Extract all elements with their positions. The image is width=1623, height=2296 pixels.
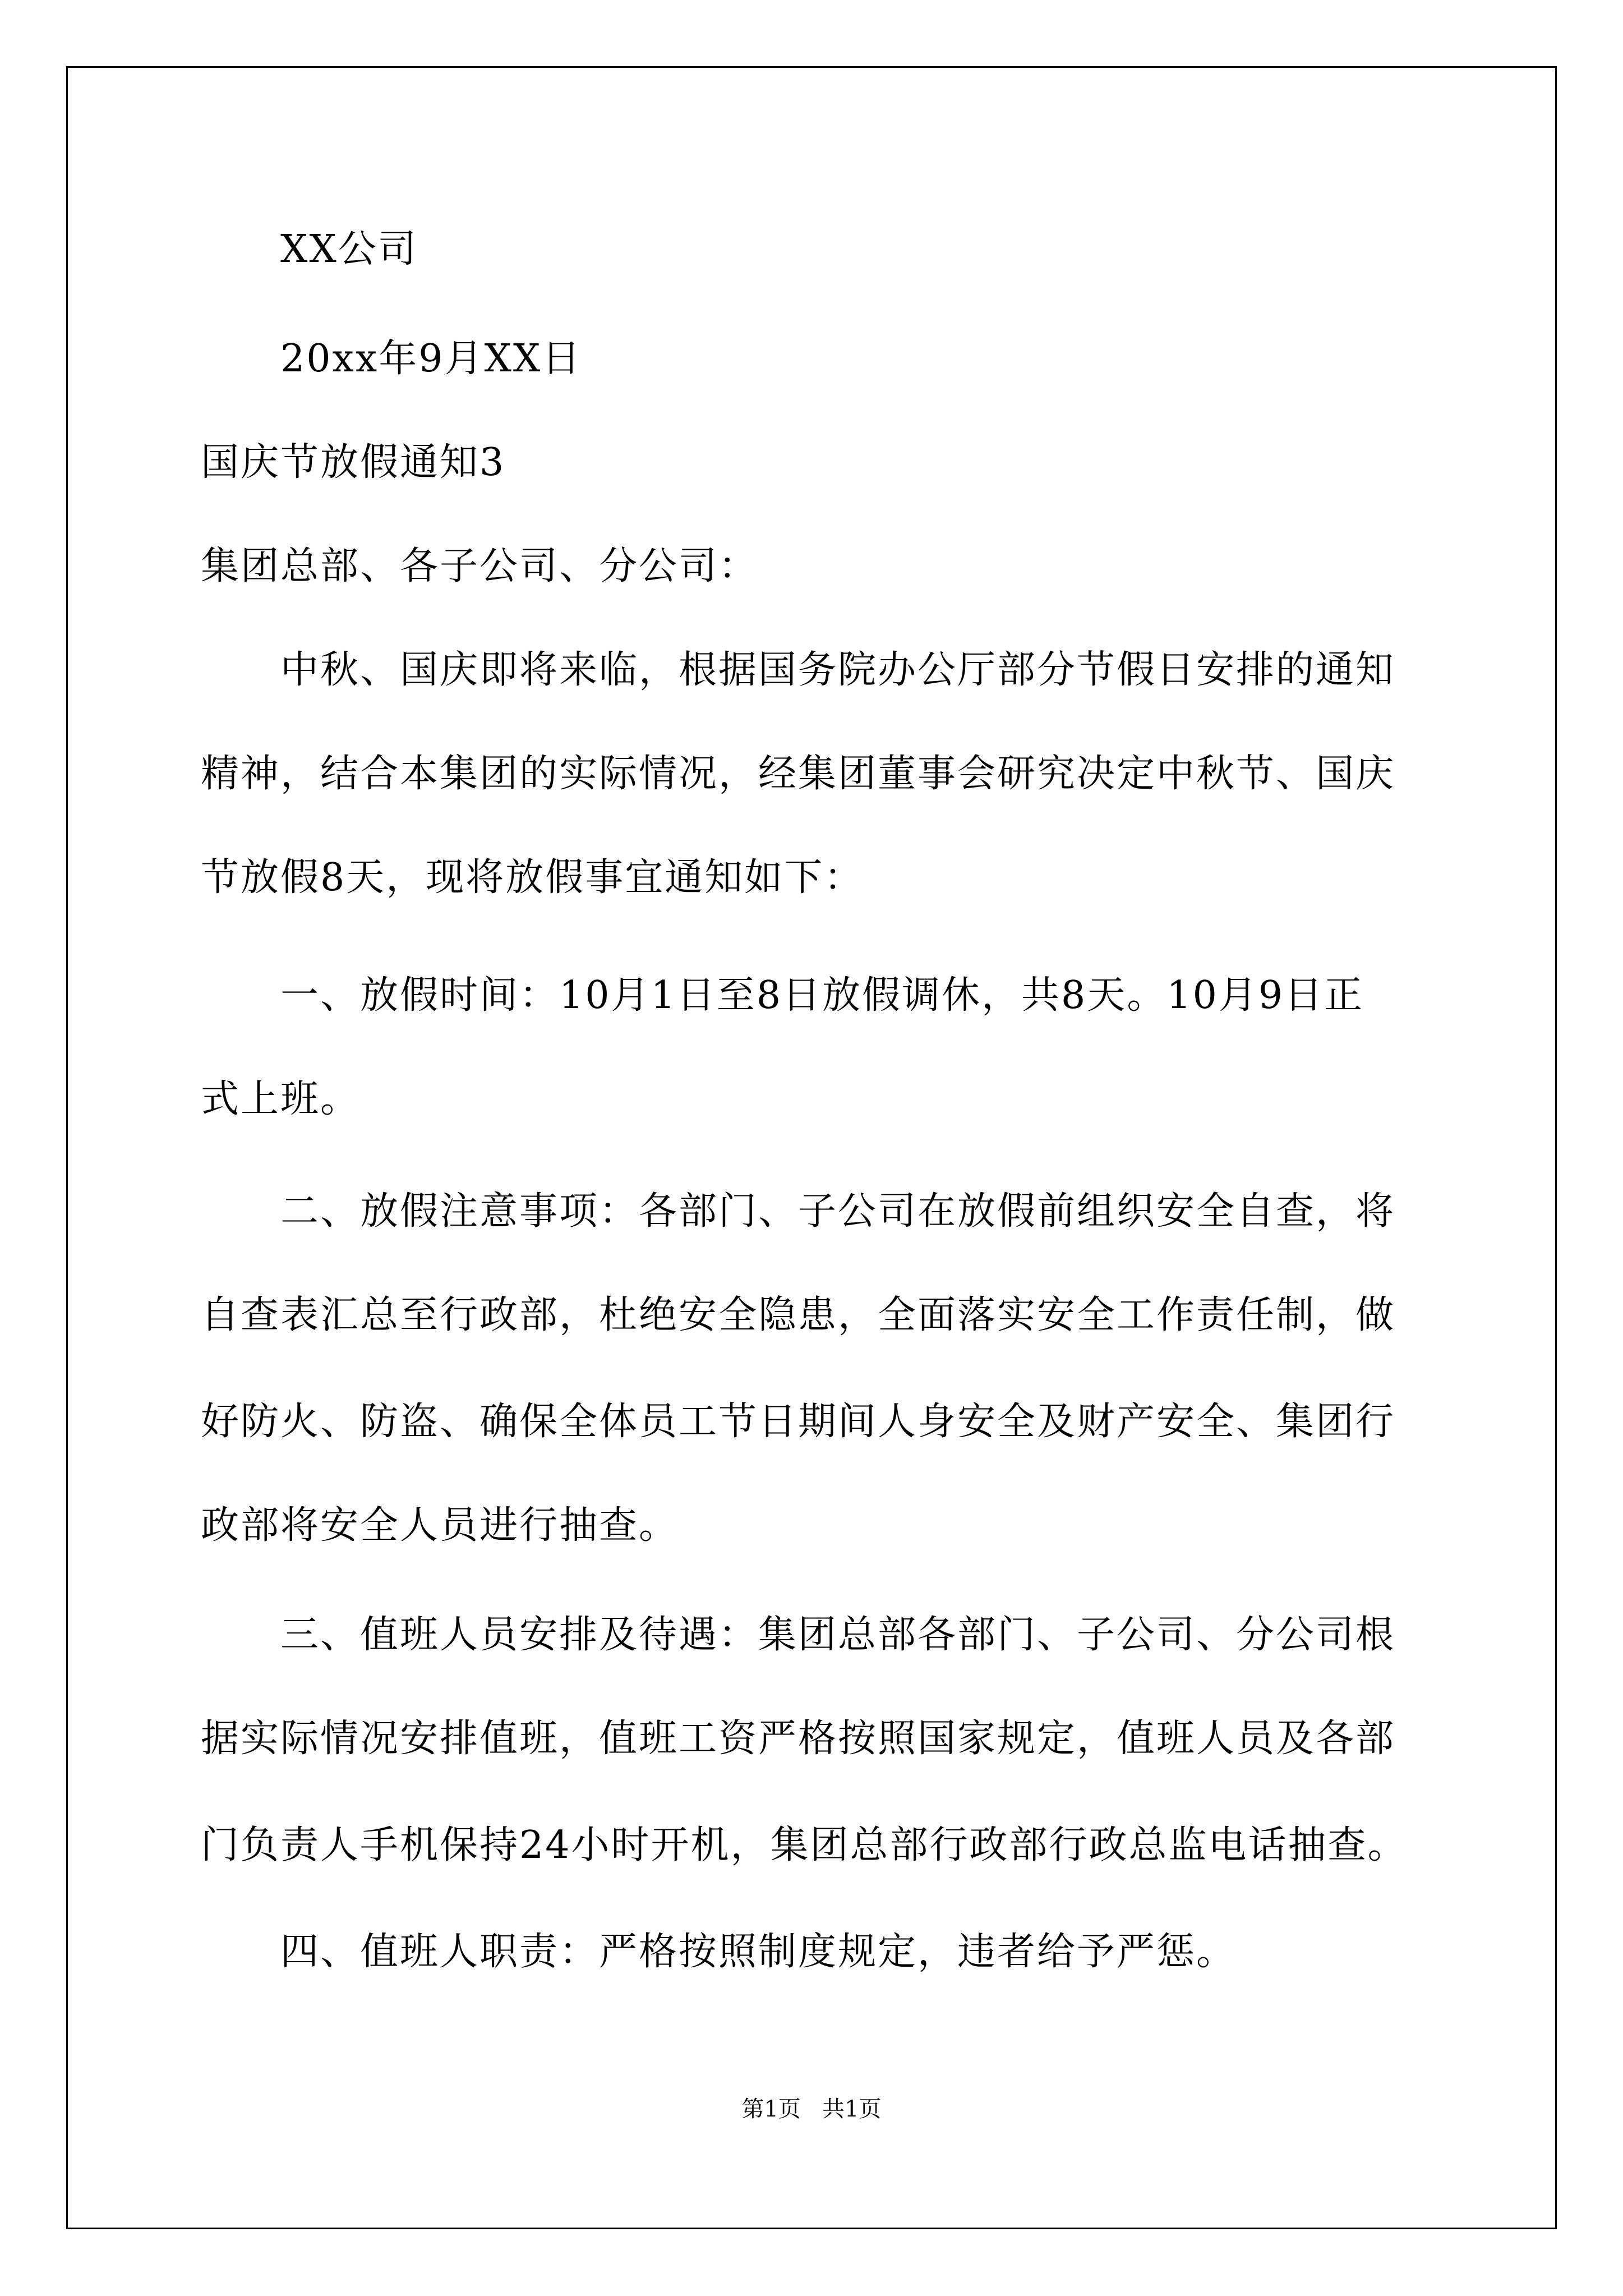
salutation: 集团总部、各子公司、分公司： [201,544,759,588]
body-line: 四、值班人职责：严格按照制度规定，违者给予严惩。 [280,1930,1237,1974]
body-line: 精神，结合本集团的实际情况，经集团董事会研究决定中秋节、国庆 [201,752,1396,796]
body-line: 门负责人手机保持24小时开机，集团总部行政部行政总监电话抽查。 [201,1823,1408,1867]
page-frame [66,66,1557,2229]
body-line: 政部将安全人员进行抽查。 [201,1503,679,1548]
body-line: 中秋、国庆即将来临，根据国务院办公厅部分节假日安排的通知 [280,648,1396,692]
signature-date: 20xx年9月XX日 [280,337,582,381]
body-line: 节放假8天，现将放假事宜通知如下： [201,855,864,900]
page-number-footer: 第1页 共1页 [741,2096,882,2122]
notice-title: 国庆节放假通知3 [201,440,506,485]
body-line: 据实际情况安排值班，值班工资严格按照国家规定，值班人员及各部 [201,1717,1396,1761]
signature-company: XX公司 [280,227,418,272]
body-line: 二、放假注意事项：各部门、子公司在放假前组织安全自查，将 [280,1189,1396,1234]
body-line: 好防火、防盗、确保全体员工节日期间人身安全及财产安全、集团行 [201,1400,1396,1444]
body-line: 一、放假时间：10月1日至8日放假调休，共8天。10月9日正 [280,973,1364,1018]
body-line: 自查表汇总至行政部，杜绝安全隐患，全面落实安全工作责任制，做 [201,1293,1396,1337]
body-line: 三、值班人员安排及待遇：集团总部各部门、子公司、分公司根 [280,1613,1396,1657]
body-line: 式上班。 [201,1077,361,1121]
